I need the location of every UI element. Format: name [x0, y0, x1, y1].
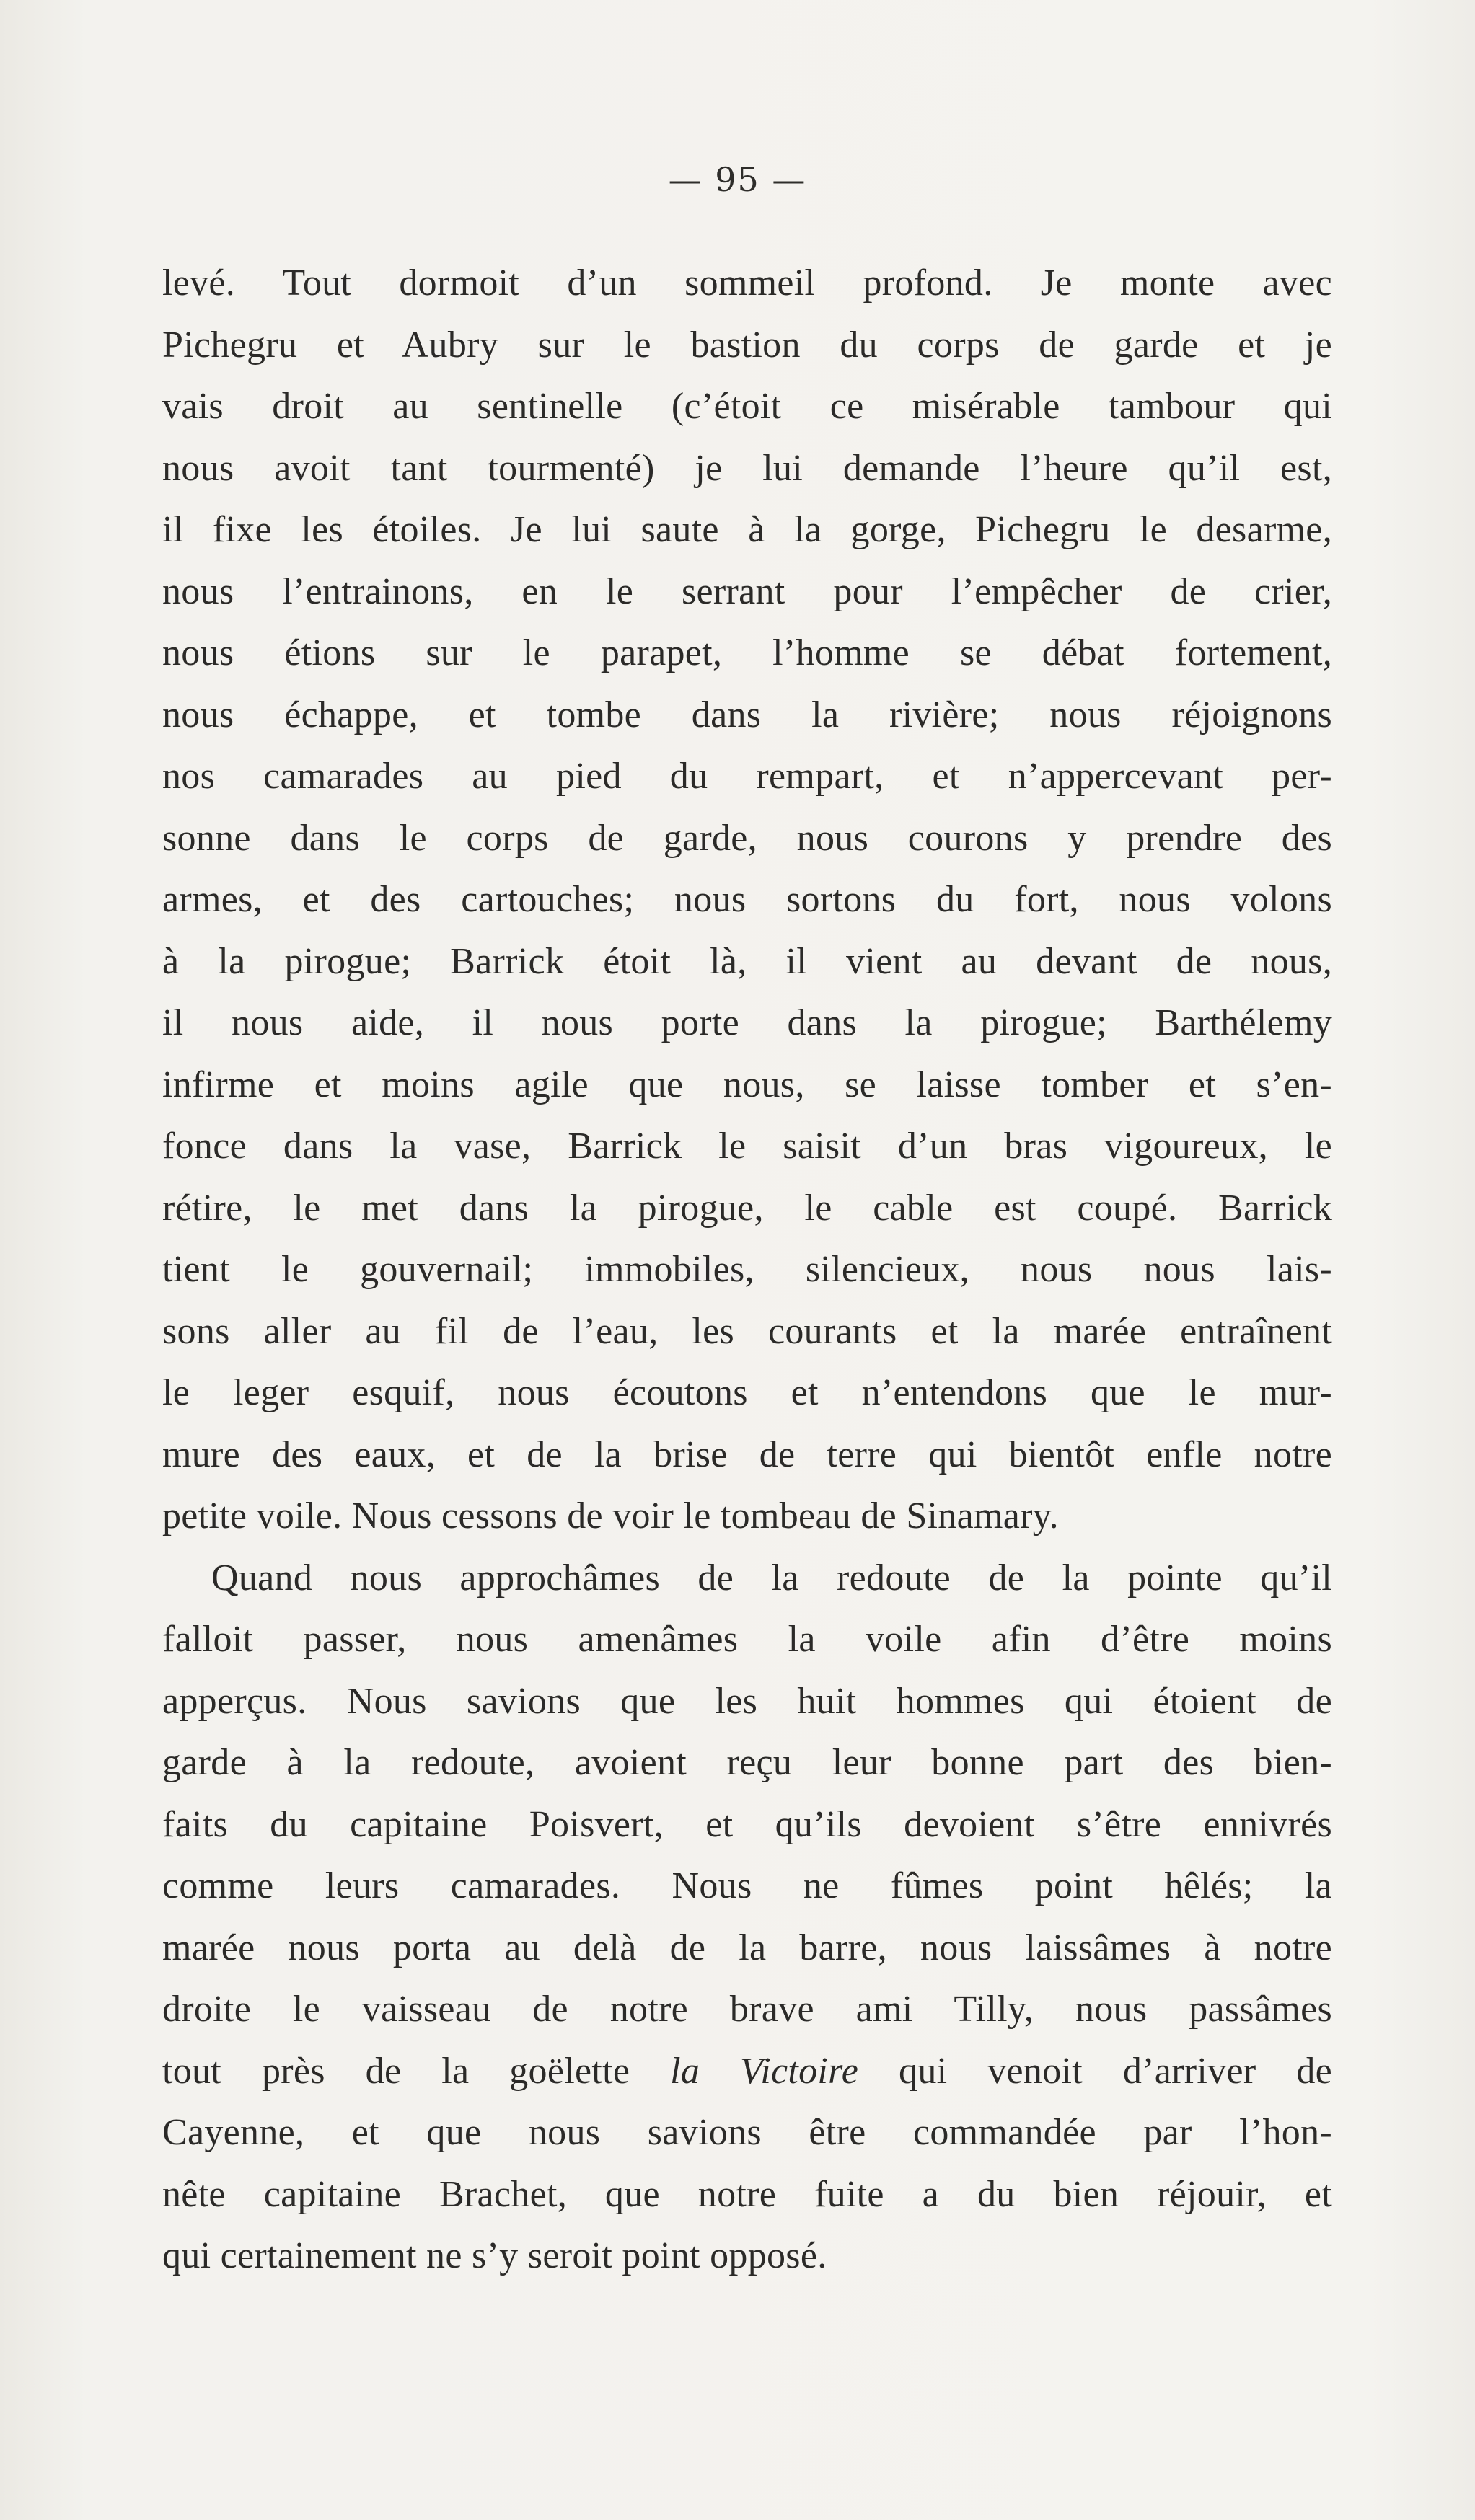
text-line: nous échappe, et tombe dans la rivière; nous réjoignons	[162, 694, 1332, 735]
text-line: sons aller au fil de l’eau, les courants et la marée entraînent	[162, 1310, 1332, 1352]
text-line: Quand nous approchâmes de la redoute de la pointe qu’il	[211, 1557, 1332, 1599]
text-line: petite voile. Nous cessons de voir le tombeau de Sinamary.	[162, 1495, 1059, 1537]
text-line: sonne dans le corps de garde, nous courons y prendre des	[162, 817, 1332, 859]
body-text	[162, 252, 1332, 2287]
text-line: comme leurs camarades. Nous ne fûmes point hêlés; la	[162, 1865, 1332, 1906]
text-line: rétire, le met dans la pirogue, le cable est coupé. Barrick	[162, 1187, 1332, 1229]
text-line: nos camarades au pied du rempart, et n’appercevant per-	[162, 756, 1332, 797]
text-line: Cayenne, et que nous savions être commandée par l’hon-	[162, 2112, 1332, 2153]
text-fragment: qui venoit d’arriver de	[858, 2050, 1333, 2092]
text-line: à la pirogue; Barrick étoit là, il vient au devant de nous,	[162, 940, 1332, 982]
text-line: marée nous porta au delà de la barre, nous laissâmes à notre	[162, 1927, 1332, 1968]
text-line: levé. Tout dormoit d’un sommeil profond. Je monte avec	[162, 262, 1332, 304]
text-line: nous étions sur le parapet, l’homme se débat fortement,	[162, 632, 1332, 673]
text-line: le leger esquif, nous écoutons et n’entendons que le mur-	[162, 1372, 1332, 1413]
text-line: falloit passer, nous amenâmes la voile afin d’être moins	[162, 1619, 1332, 1660]
text-line: il nous aide, il nous porte dans la pirogue; Barthélemy	[162, 1002, 1332, 1043]
text-line: armes, et des cartouches; nous sortons du fort, nous volons	[162, 879, 1332, 920]
text-line: droite le vaisseau de notre brave ami Tilly, nous passâmes	[162, 1989, 1332, 2030]
text-line: apperçus. Nous savions que les huit hommes qui étoient de	[162, 1680, 1332, 1722]
text-line: mure des eaux, et de la brise de terre qui bientôt enfle notre	[162, 1433, 1332, 1475]
paragraph-1	[162, 252, 1332, 1547]
ship-name-italic: la Victoire	[670, 2050, 859, 2092]
text-line: il fixe les étoiles. Je lui saute à la gorge, Pichegru le desarme,	[162, 509, 1332, 550]
page-number: — 95 —	[668, 160, 807, 199]
text-line: qui certainement ne s’y seroit point opposé.	[162, 2235, 827, 2276]
text-line: vais droit au sentinelle (c’étoit ce misérable tambour qui	[162, 386, 1332, 427]
text-line: faits du capitaine Poisvert, et qu’ils devoient s’être ennivrés	[162, 1803, 1332, 1845]
text-line: fonce dans la vase, Barrick le saisit d’un bras vigoureux, le	[162, 1126, 1332, 1167]
text-line: nous avoit tant tourmenté) je lui demande l’heure qu’il est,	[162, 447, 1332, 489]
text-line: tient le gouvernail; immobiles, silencieux, nous nous lais-	[162, 1249, 1332, 1290]
paragraph-2	[162, 1547, 1332, 2287]
text-fragment: tout près de la goëlette	[162, 2050, 671, 2092]
text-line: garde à la redoute, avoient reçu leur bonne part des bien-	[162, 1742, 1332, 1783]
text-line: infirme et moins agile que nous, se laisse tomber et s’en-	[162, 1064, 1332, 1105]
text-line: nête capitaine Brachet, que notre fuite a du bien réjouir, et	[162, 2173, 1332, 2215]
text-line: Pichegru et Aubry sur le bastion du corps de garde et je	[162, 324, 1332, 366]
text-line: nous l’entrainons, en le serrant pour l’empêcher de crier,	[162, 570, 1332, 612]
text-line-with-italic	[162, 2041, 1332, 2103]
